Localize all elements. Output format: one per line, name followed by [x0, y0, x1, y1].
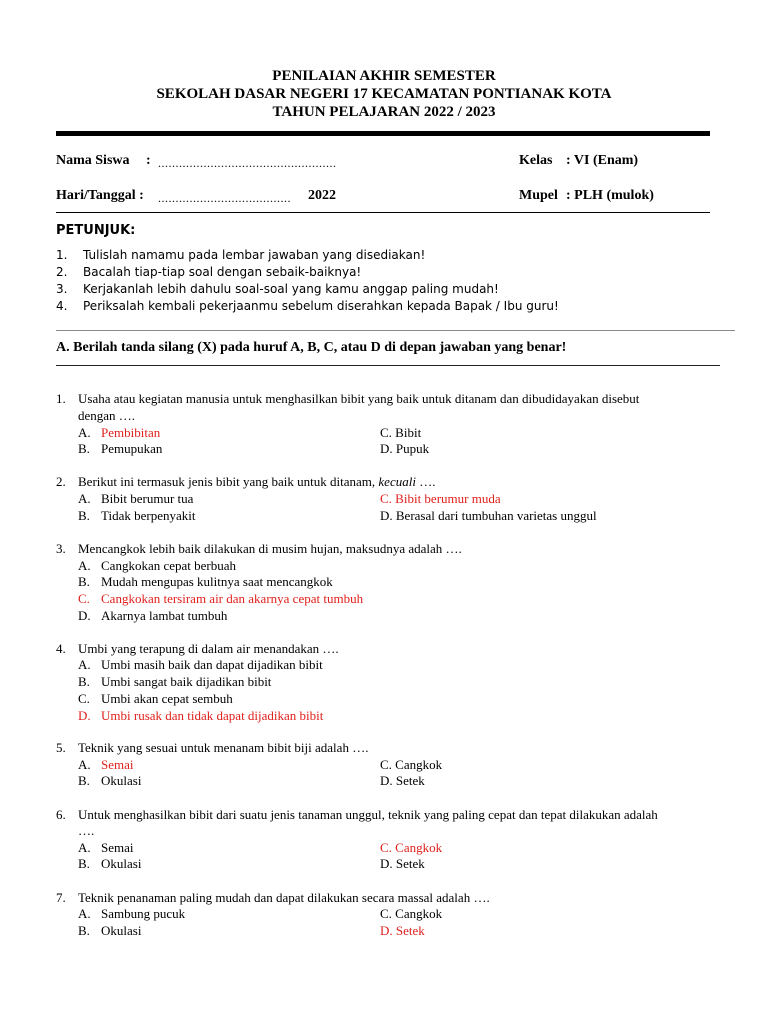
option-c-correct[interactable]: C. Bibit berumur muda — [380, 491, 501, 506]
option-c[interactable]: C. Bibit — [380, 425, 422, 440]
option-letter: A. — [78, 757, 91, 772]
question-text — [78, 474, 435, 490]
question-text: Untuk menghasilkan bibit dari suatu jenis tanaman unggul, teknik yang paling cepat dan tepat dilakukan adalah — [78, 807, 658, 822]
option-b[interactable]: Pemupukan — [101, 441, 163, 456]
option-letter: B. — [78, 441, 90, 456]
question-number: 5. — [56, 740, 66, 755]
petunjuk-divider — [56, 330, 735, 331]
question-number: 6. — [56, 807, 66, 822]
option-d[interactable]: D. Pupuk — [380, 441, 430, 456]
question-text: Teknik yang sesuai untuk menanam bibit biji adalah …. — [78, 740, 369, 755]
option-letter: A. — [78, 840, 91, 855]
school-name: SEKOLAH DASAR NEGERI 17 KECAMATAN PONTIANAK KOTA — [156, 86, 612, 102]
petunjuk-item: Tulislah namamu pada lembar jawaban yang disediakan! — [83, 248, 426, 262]
option-letter: B. — [78, 773, 90, 788]
header-divider — [56, 131, 710, 136]
question-number: 1. — [56, 391, 66, 406]
petunjuk-item: Periksalah kembali pekerjaanmu sebelum diserahkan kepada Bapak / Ibu guru! — [83, 299, 559, 313]
question-text: Umbi yang terapung di dalam air menandakan …. — [78, 641, 339, 656]
option-letter: B. — [78, 574, 90, 589]
question-text: Teknik penanaman paling mudah dan dapat dilakukan secara massal adalah …. — [78, 890, 490, 905]
petunjuk-item: Bacalah tiap-tiap soal dengan sebaik-baiknya! — [83, 265, 362, 279]
exam-title: PENILAIAN AKHIR SEMESTER — [272, 68, 496, 84]
kelas-label: Kelas — [519, 153, 553, 168]
option-b[interactable]: Umbi sangat baik dijadikan bibit — [101, 674, 272, 689]
option-d-correct[interactable]: D. Setek — [380, 923, 425, 938]
option-c[interactable]: Umbi akan cepat sembuh — [101, 691, 233, 706]
option-a[interactable]: Cangkokan cepat berbuah — [101, 558, 237, 573]
option-d[interactable]: D. Setek — [380, 856, 425, 871]
petunjuk-item: Kerjakanlah lebih dahulu soal-soal yang kamu anggap paling mudah! — [83, 282, 499, 296]
question-number: 7. — [56, 890, 66, 905]
option-letter: C. — [78, 591, 90, 606]
option-letter: B. — [78, 923, 90, 938]
nama-siswa-blank[interactable]: ................................................... — [158, 156, 337, 170]
option-a-correct[interactable]: Pembibitan — [101, 425, 161, 440]
option-b[interactable]: Okulasi — [101, 923, 142, 938]
option-letter: D. — [78, 708, 91, 723]
option-c-correct[interactable]: Cangkokan tersiram air dan akarnya cepat tumbuh — [101, 591, 364, 606]
option-letter: A. — [78, 425, 91, 440]
option-a[interactable]: Sambung pucuk — [101, 906, 186, 921]
question-text-cont: …. — [78, 823, 95, 838]
question-text-main: Berikut ini termasuk jenis bibit yang baik untuk ditanam, — [78, 474, 376, 489]
petunjuk-num: 2. — [56, 265, 68, 279]
option-b[interactable]: Tidak berpenyakit — [101, 508, 196, 523]
section-divider — [56, 365, 720, 366]
option-c[interactable]: C. Cangkok — [380, 906, 443, 921]
nama-siswa-label: Nama Siswa — [56, 153, 130, 168]
option-letter: A. — [78, 906, 91, 921]
question-number: 4. — [56, 641, 66, 656]
option-letter: B. — [78, 856, 90, 871]
option-letter: A. — [78, 657, 91, 672]
option-letter: A. — [78, 558, 91, 573]
option-d[interactable]: D. Berasal dari tumbuhan varietas unggul — [380, 508, 597, 523]
year-text: 2022 — [308, 188, 336, 203]
hari-tanggal-label: Hari/Tanggal : — [56, 188, 144, 203]
petunjuk-num: 1. — [56, 248, 68, 262]
mupel-label: Mupel — [519, 188, 558, 203]
academic-year: TAHUN PELAJARAN 2022 / 2023 — [272, 104, 496, 120]
question-text: Mencangkok lebih baik dilakukan di musim hujan, maksudnya adalah …. — [78, 541, 462, 556]
question-ellipsis: …. — [415, 474, 436, 489]
option-d-correct[interactable]: Umbi rusak dan tidak dapat dijadikan bibit — [101, 708, 324, 723]
nama-colon: : — [146, 153, 151, 168]
petunjuk-num: 3. — [56, 282, 68, 296]
option-b[interactable]: Mudah mengupas kulitnya saat mencangkok — [101, 574, 333, 589]
question-text: Usaha atau kegiatan manusia untuk menghasilkan bibit yang baik untuk ditanam dan dibudidayakan disebut — [78, 391, 640, 406]
option-d[interactable]: D. Setek — [380, 773, 425, 788]
question-text-italic: kecuali — [378, 474, 416, 489]
question-number: 3. — [56, 541, 66, 556]
petunjuk-num: 4. — [56, 299, 68, 313]
option-letter: C. — [78, 691, 90, 706]
hari-tanggal-blank[interactable]: ...................................... — [158, 191, 291, 205]
option-letter: A. — [78, 491, 91, 506]
option-a[interactable]: Bibit berumur tua — [101, 491, 194, 506]
question-number: 2. — [56, 474, 66, 489]
option-c-correct[interactable]: C. Cangkok — [380, 840, 443, 855]
option-a[interactable]: Semai — [101, 840, 134, 855]
info-divider — [56, 212, 710, 213]
option-letter: B. — [78, 508, 90, 523]
question-text-cont: dengan …. — [78, 408, 136, 423]
kelas-value: : VI (Enam) — [566, 153, 639, 168]
section-a-instruction: A. Berilah tanda silang (X) pada huruf A, B, C, atau D di depan jawaban yang benar! — [56, 340, 567, 355]
petunjuk-title: PETUNJUK: — [56, 223, 136, 238]
option-letter: B. — [78, 674, 90, 689]
option-a[interactable]: Umbi masih baik dan dapat dijadikan bibit — [101, 657, 323, 672]
option-d[interactable]: Akarnya lambat tumbuh — [101, 608, 228, 623]
option-a-correct[interactable]: Semai — [101, 757, 134, 772]
option-letter: D. — [78, 608, 91, 623]
option-b[interactable]: Okulasi — [101, 856, 142, 871]
mupel-value: : PLH (mulok) — [566, 188, 654, 203]
option-c[interactable]: C. Cangkok — [380, 757, 443, 772]
option-b[interactable]: Okulasi — [101, 773, 142, 788]
